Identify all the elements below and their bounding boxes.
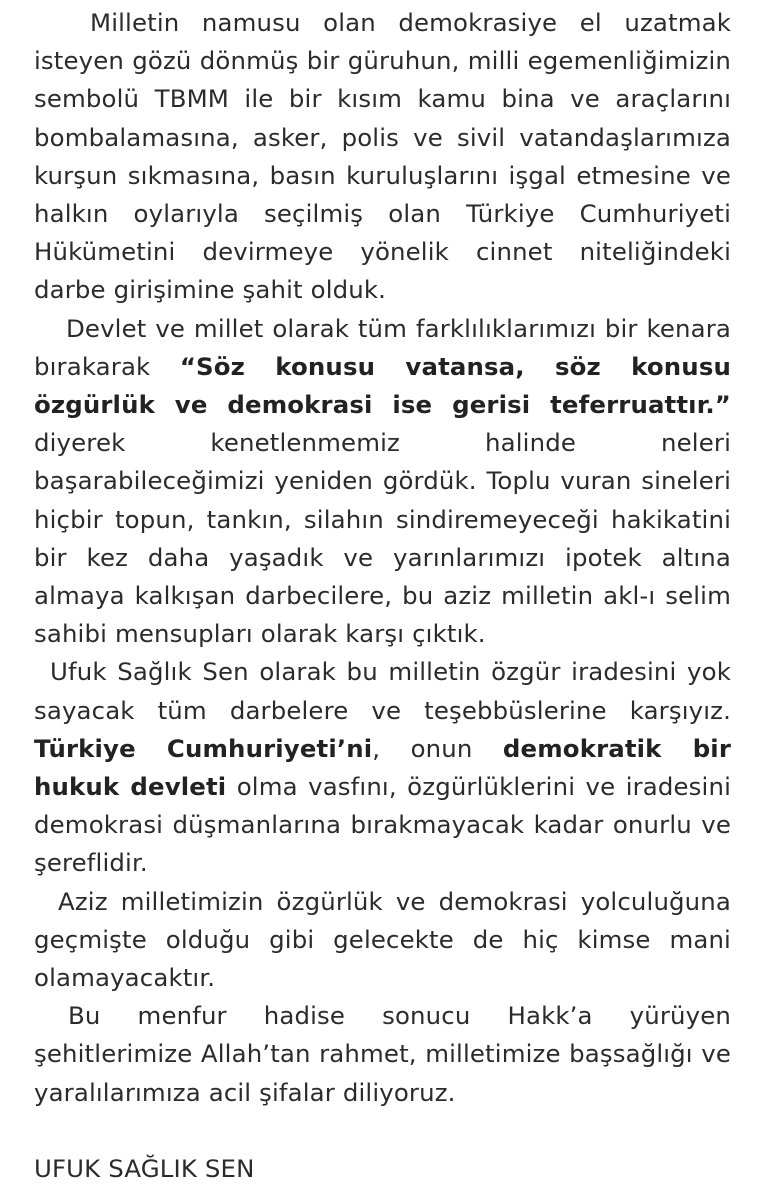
- bold-democratic-state: demokratik bir hukuk devleti: [34, 733, 731, 802]
- signature: UFUK SAĞLIK SEN: [34, 1154, 255, 1183]
- paragraph-position-part-1: Ufuk Sağlık Sen olarak bu milletin özgür iradesini yok sayacak tüm darbelere ve teşebbüslerine karşıyız.: [34, 657, 731, 725]
- quote-emphasis: “Söz konusu vatansa, söz konusu özgürlük ve demokrasi ise gerisi teferruattır.”: [34, 351, 731, 420]
- paragraph-position: [34, 653, 731, 882]
- statement-body: [34, 4, 731, 1112]
- paragraph-future: Aziz milletimizin özgürlük ve demokrasi yolculuğuna geçmişte olduğu gibi gelecekte de hiç kimse mani olamayacaktır.: [34, 886, 731, 993]
- paragraph-position-part-2: , onun: [372, 733, 503, 763]
- paragraph-unity: [34, 310, 731, 654]
- paragraph-unity-intro: Devlet ve millet olarak tüm farklılıklarımızı bir kenara bırakarak: [34, 313, 731, 381]
- bold-republic: Türkiye Cumhuriyeti’ni: [34, 733, 373, 763]
- paragraph-condolence: Bu menfur hadise sonucu Hakk’a yürüyen şehitlerimize Allah’tan rahmet, milletimize başsağlığı ve yaralılarımıza acil şifalar diliyoruz.: [34, 1001, 731, 1107]
- paragraph-position-part-3: olma vasfını, özgürlüklerini ve iradesini demokrasi düşmanlarına bırakmayacak kadar onurlu ve şereflidir.: [34, 772, 731, 878]
- paragraph-condemnation: Milletin namusu olan demokrasiye el uzatmak isteyen gözü dönmüş bir güruhun, milli egemenliğimizin sembolü TBMM ile bir kısım kamu bina ve araçlarını bombalamasına, asker, polis ve sivil vatandaşlarımıza kurşun sıkmasına, basın kuruluşlarını işgal etmesine ve halkın oylarıyla seçilmiş olan Türkiye Cumhuriyeti Hükümetini devirmeye yönelik cinnet niteliğindeki darbe girişimine şahit olduk.: [34, 8, 731, 305]
- paragraph-unity-rest: diyerek kenetlenmemiz halinde neleri başarabileceğimizi yeniden gördük. Toplu vuran sineleri hiçbir topun, tankın, silahın sindiremeyeceği hakikatini bir kez daha yaşadık ve yarınlarımızı ipotek altına almaya kalkışan darbecilere, bu aziz milletin akl-ı selim sahibi mensupları olarak karşı çıktık.: [34, 428, 731, 649]
